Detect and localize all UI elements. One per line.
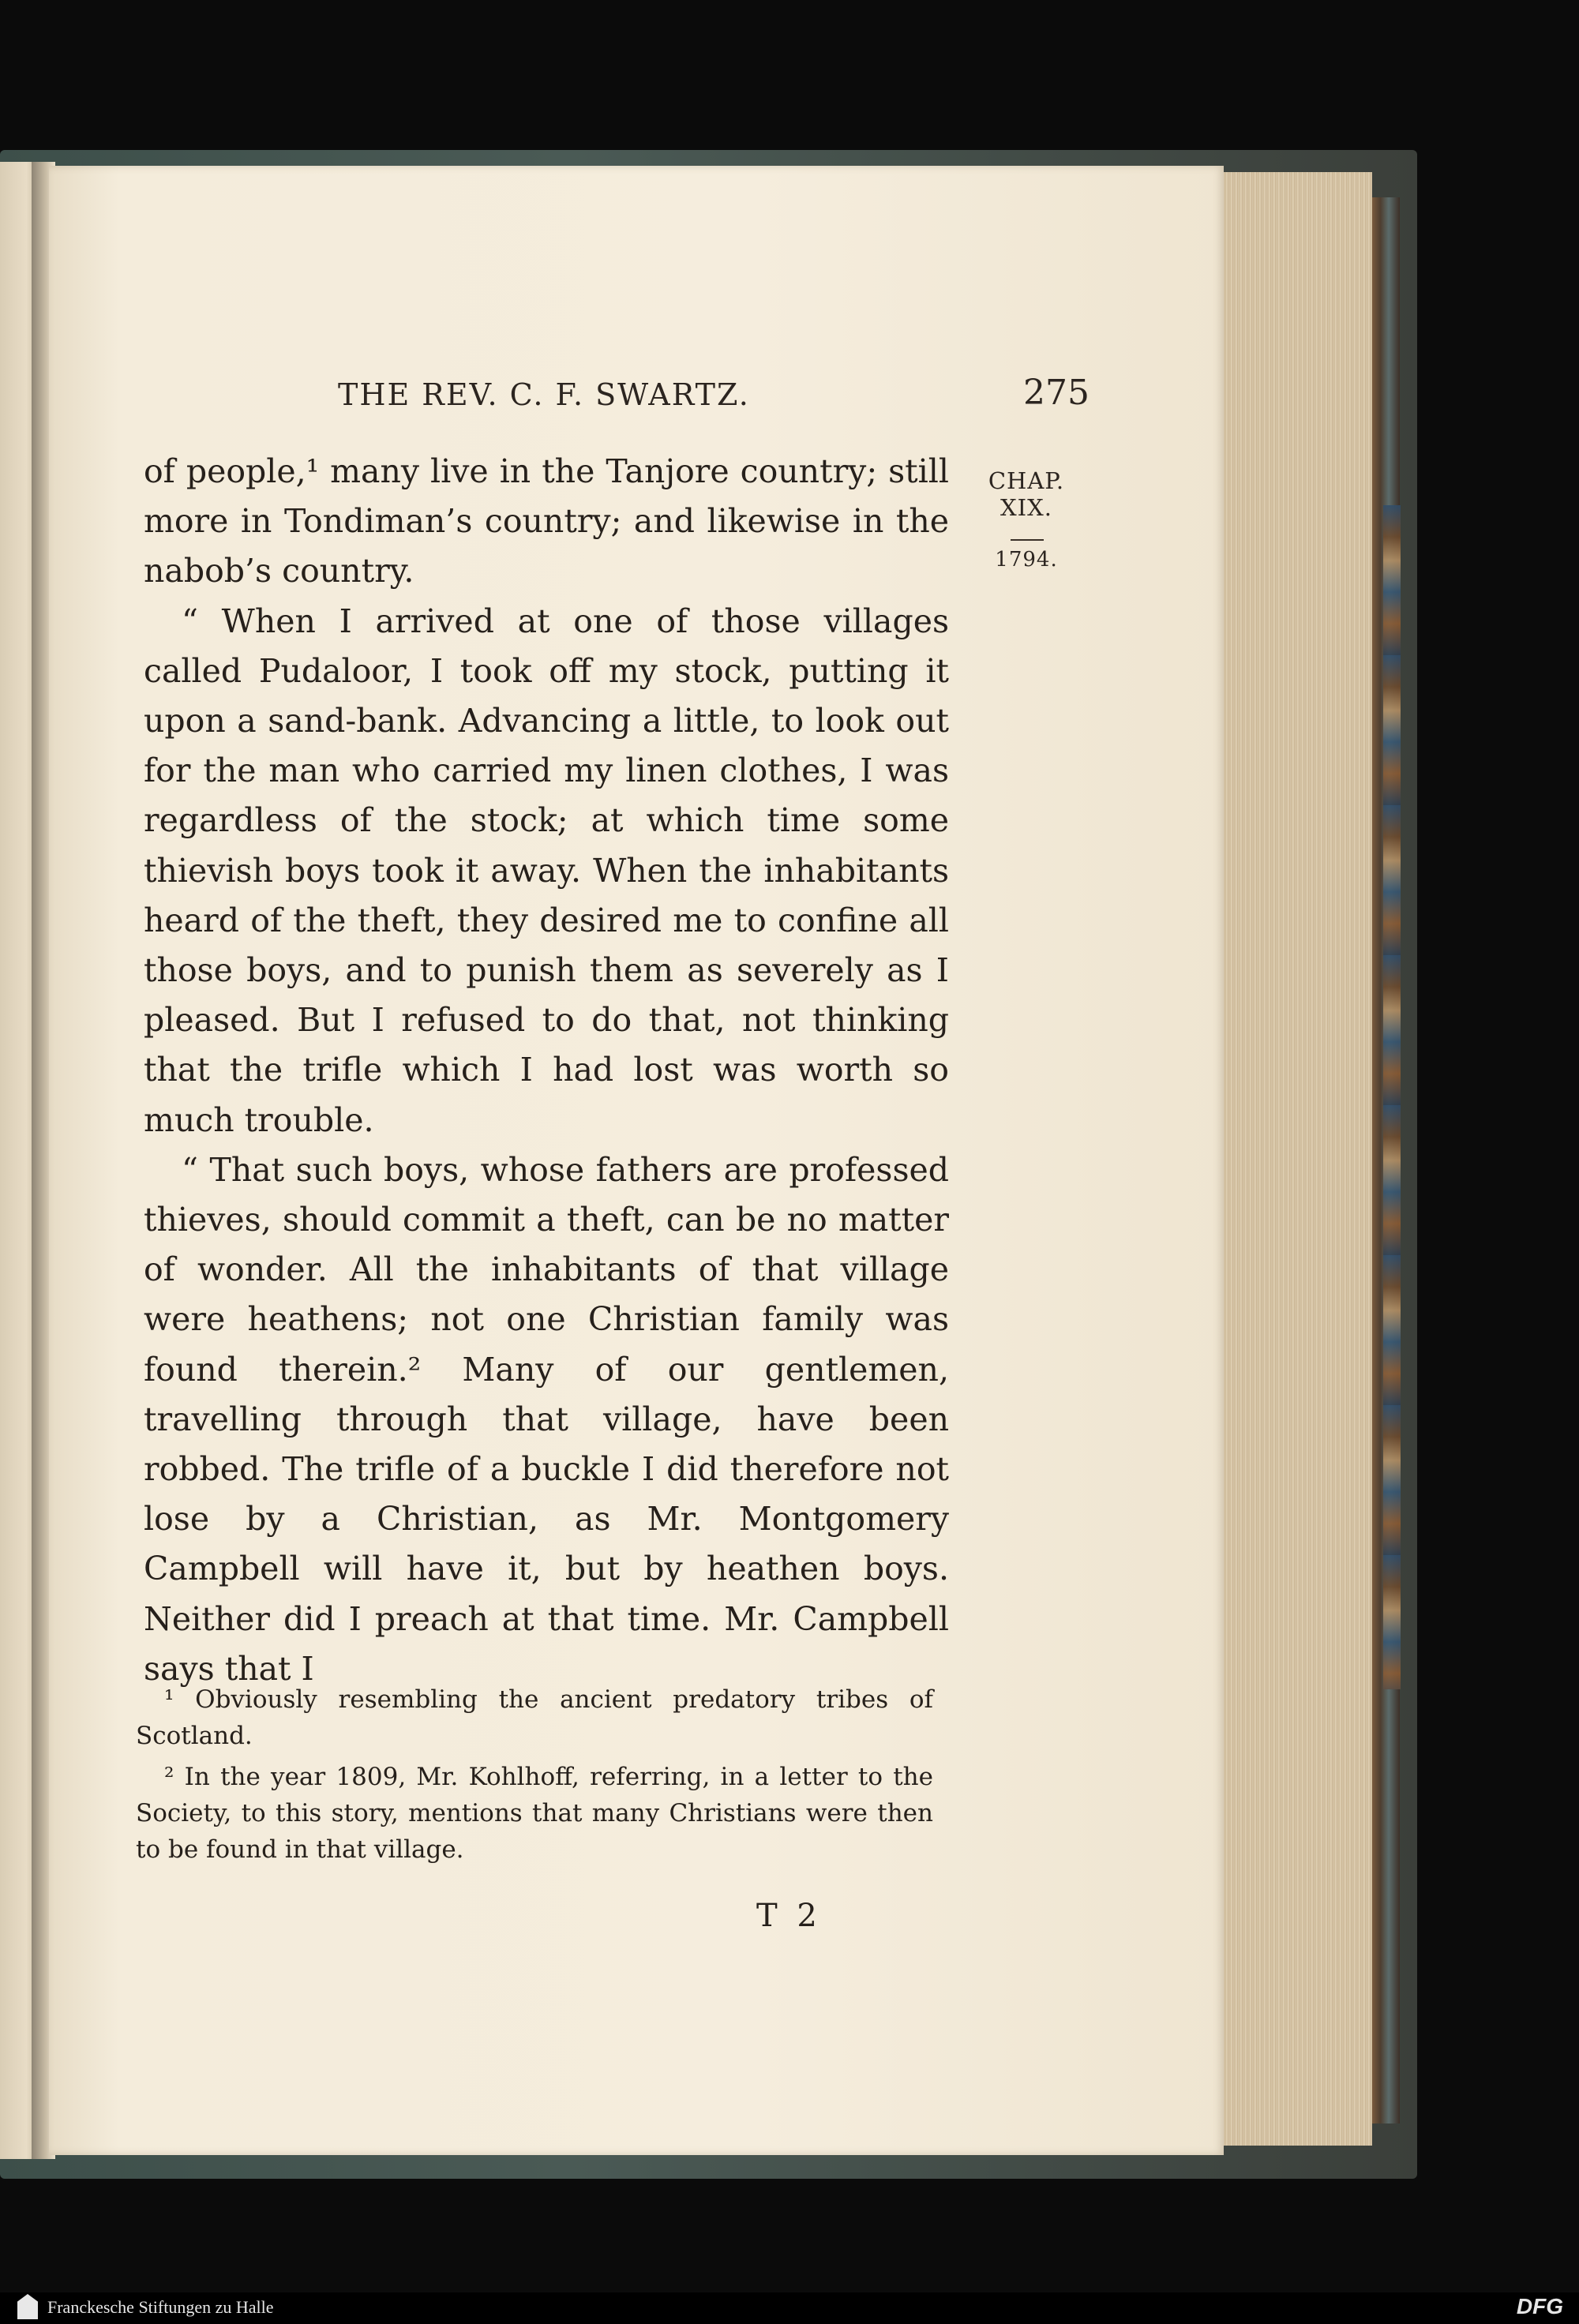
running-head: THE REV. C. F. SWARTZ. <box>338 377 750 412</box>
marbled-edge <box>1383 505 1401 1689</box>
margin-rule <box>1011 539 1044 541</box>
footnote: ² In the year 1809, Mr. Kohlhoff, referring, in a letter to the Society, to this story, mentions that many Christians were then to be found in that village. <box>136 1763 933 1864</box>
margin-year: 1794. <box>995 548 1058 572</box>
footnote: ¹ Obviously resembling the ancient predatory tribes of Scotland. <box>136 1685 933 1750</box>
institution-name: Franckesche Stiftungen zu Halle <box>47 2297 274 2317</box>
signature-mark: T 2 <box>756 1898 822 1934</box>
paragraph: of people,¹ many live in the Tanjore country; still more in Tondiman’s country; and likewise in the nabob’s country. <box>144 452 949 590</box>
dfg-logo: DFG <box>1516 2294 1563 2318</box>
margin-chapter: CHAP. <box>988 467 1065 494</box>
page-number: 275 <box>1023 373 1090 413</box>
footnotes <box>136 1681 933 1872</box>
paragraph: “ That such boys, whose fathers are professed thieves, should commit a theft, can be no matter of wonder. All the inhabitants of that village were heathens; not one Christian family was found therein.² Many of our gentlemen, travelling through that village, have been robbed. The trifle of a buckle I did therefore not lose by a Christian, as Mr. Montgomery Campbell will have it, but by heathen boys. Neither did I preach at that time. Mr. Campbell says that I <box>144 1150 949 1688</box>
margin-chapter-number: XIX. <box>1000 494 1052 521</box>
page-edges <box>1224 172 1372 2146</box>
body-text <box>144 447 949 1694</box>
paragraph: “ When I arrived at one of those villages called Pudaloor, I took off my stock, putting it upon a sand-bank. Advancing a little, to look out for the man who carried my linen clothes, I was regardless of the stock; at which time some thievish boys took it away. When the inhabitants heard of the theft, they desired me to confine all those boys, and to punish them as severely as I pleased. But I refused to do that, not thinking that the trifle which I had lost was worth so much trouble. <box>144 602 949 1139</box>
